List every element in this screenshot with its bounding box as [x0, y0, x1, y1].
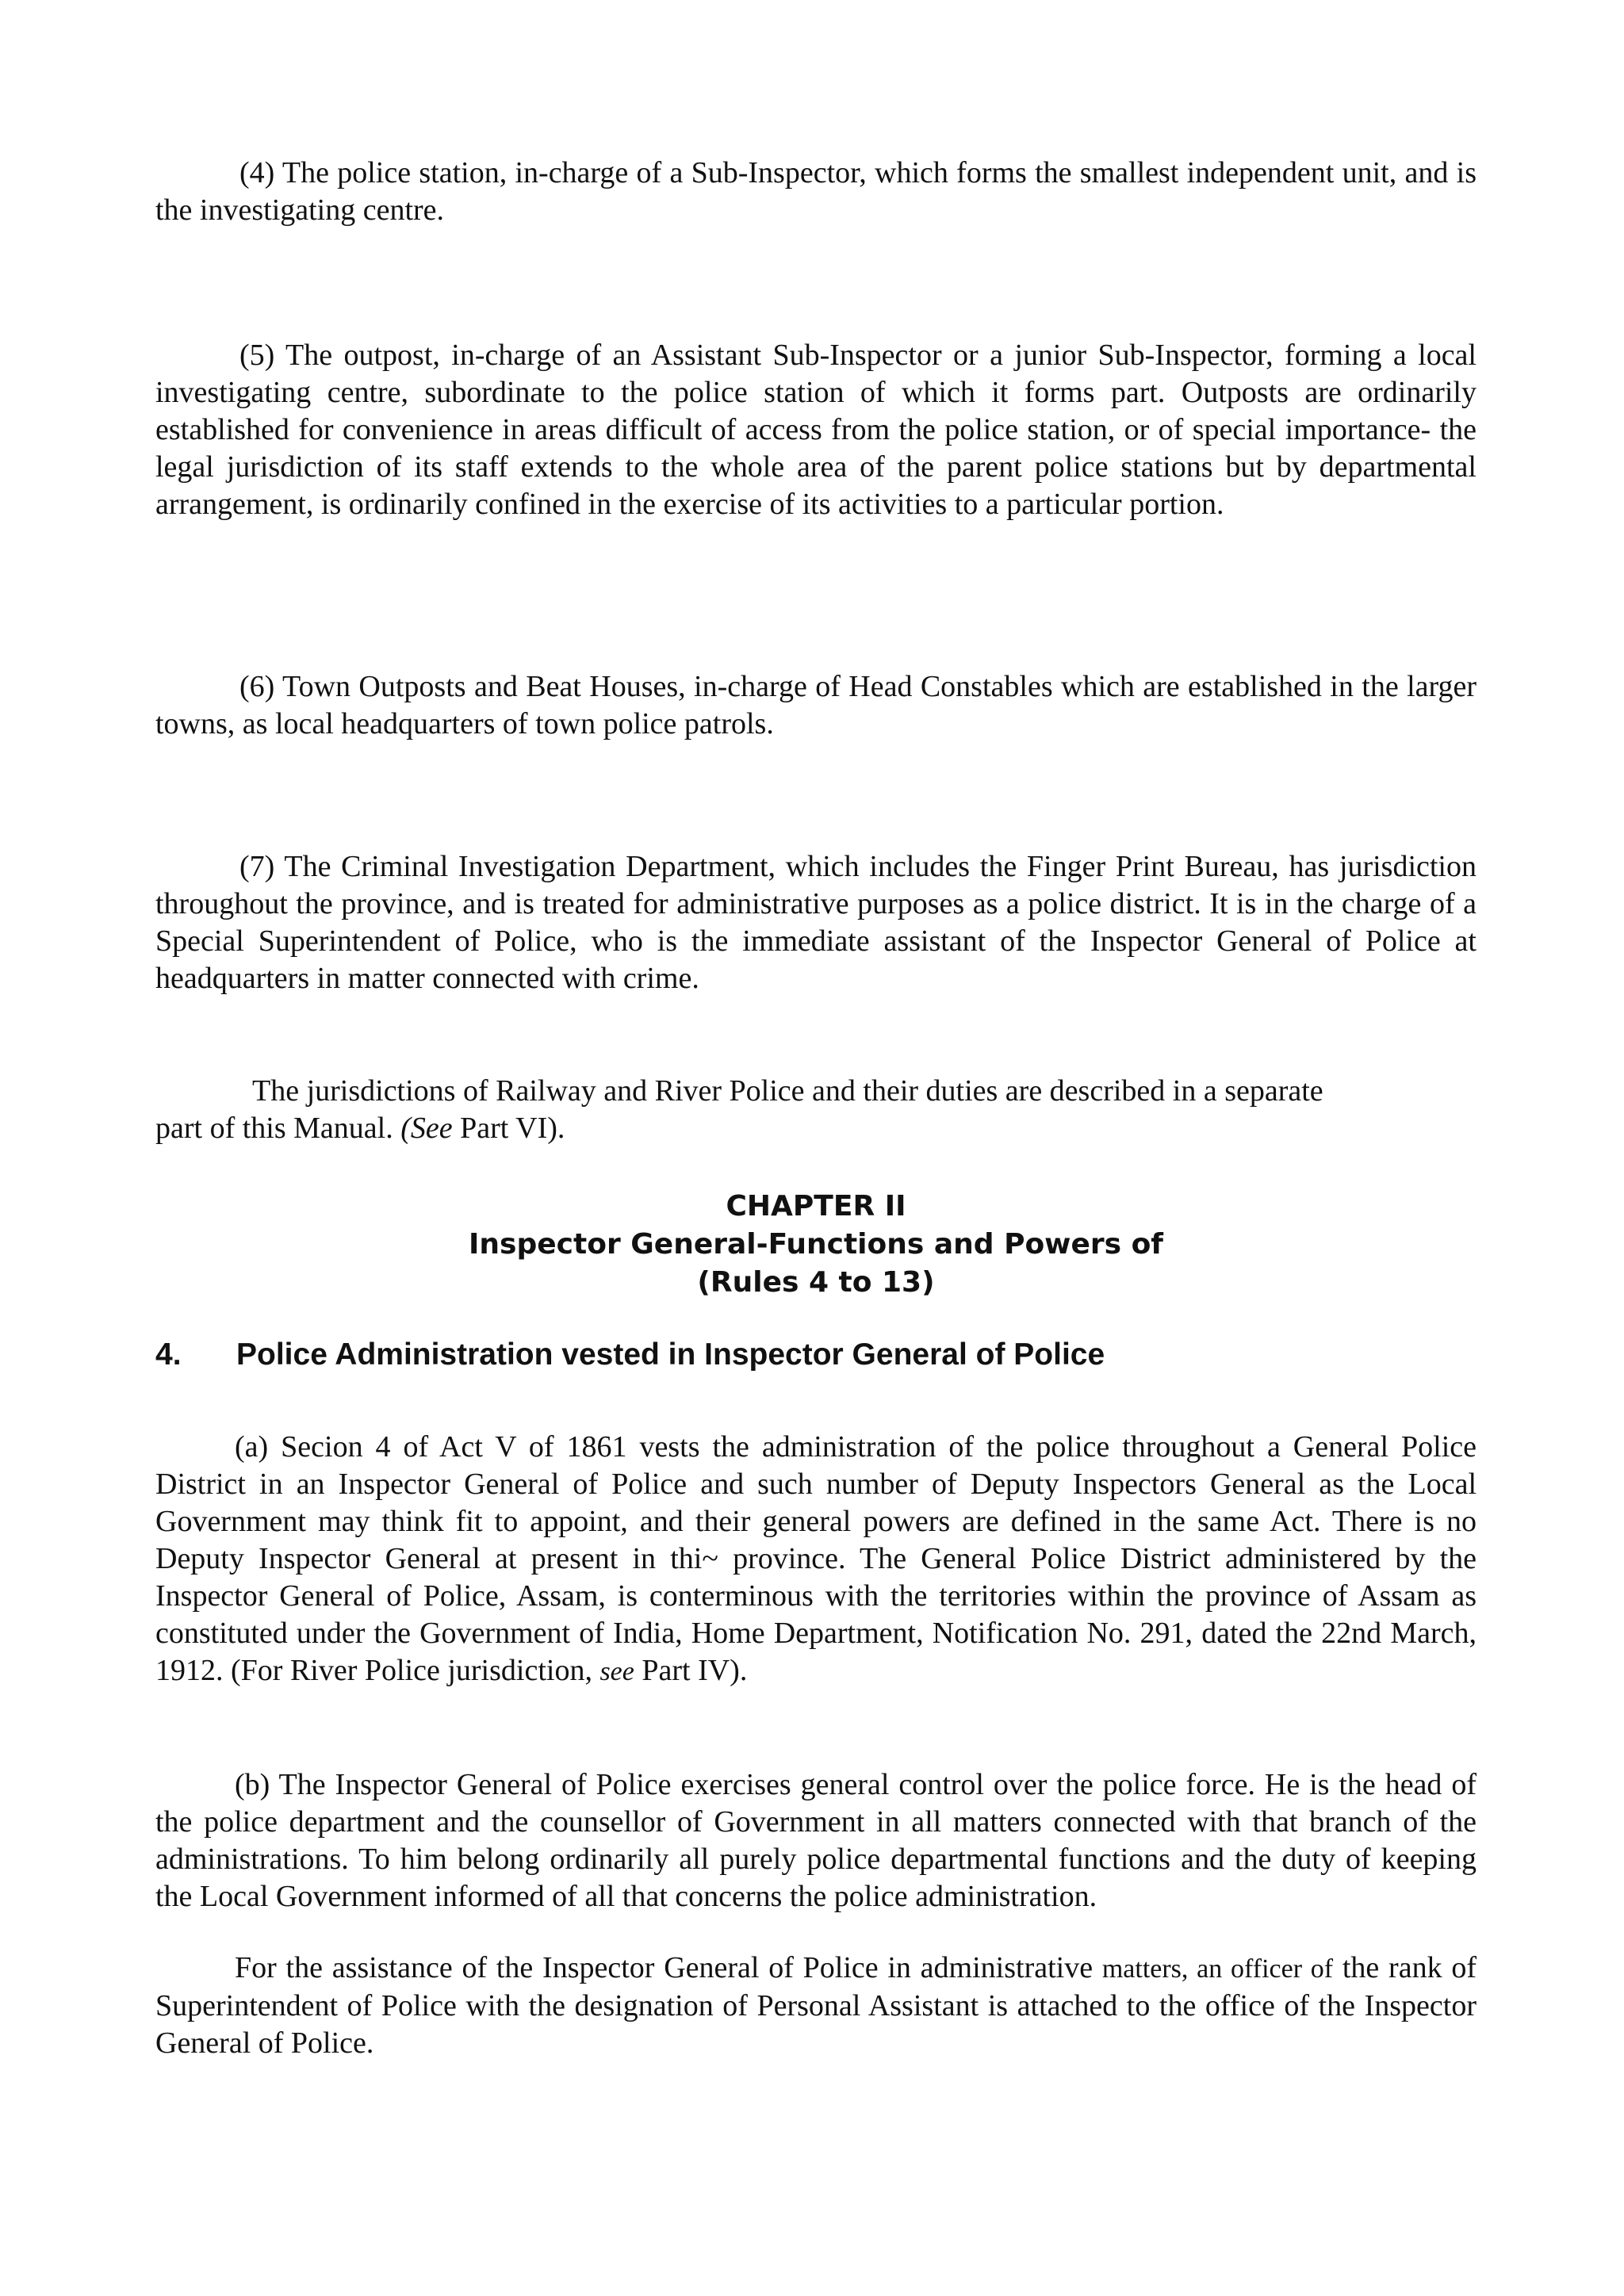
railway-line-2-start: part of this Manual.	[155, 1112, 401, 1145]
personal-assistant-start: For the assistance of the Inspector General of Police in administrative	[235, 1951, 1102, 1984]
paragraph-police-station: (4) The police station, in-charge of a Sub-Inspector, which forms the smallest independent unit, and is the investigating centre.	[155, 156, 1477, 227]
paragraph-railway-river-police	[155, 1073, 1477, 1147]
section-4a-see: see	[599, 1657, 634, 1686]
railway-line-2	[155, 1110, 1477, 1147]
section-4a-main: (a) Secion 4 of Act V of 1861 vests the administration of the police throughout a General Police District in an Inspector General of Police and such number of Deputy Inspectors General as the Local Government may think fit to appoint, and their general powers are defined in the same Act. There is no Deputy Inspector General at present in thi~ province. The General Police District administered by the Inspector General of Police, Assam, is conterminous with the territories within the province of Assam as constituted under the Government of India, Home Department, Notification No. 291, dated the 22nd March, 1912. (For River Police jurisdiction,	[155, 1430, 1477, 1687]
chapter-heading	[155, 1188, 1477, 1302]
paragraph-section-4a	[155, 1429, 1477, 1690]
chapter-rules: (Rules 4 to 13)	[697, 1266, 935, 1299]
section-4a-end: Part IV).	[634, 1654, 748, 1687]
railway-line-1: The jurisdictions of Railway and River Police and their duties are described in a separate	[252, 1074, 1323, 1108]
section-title: Police Administration vested in Inspector General of Police	[236, 1337, 1105, 1372]
railway-line-2-end: Part VI).	[452, 1112, 565, 1145]
paragraph-town-outposts: (6) Town Outposts and Beat Houses, in-charge of Head Constables which are established in the larger towns, as local headquarters of town police patrols.	[155, 670, 1477, 740]
section-heading	[155, 1336, 1477, 1374]
section-number: 4.	[155, 1337, 182, 1372]
personal-assistant-end: the rank of Superintendent of Police with the designation of Personal Assistant is attached to the office of the Inspector General of Police.	[155, 1951, 1477, 2060]
personal-assistant-small: matters, an officer of	[1101, 1954, 1334, 1984]
railway-see-word: (See	[400, 1112, 453, 1145]
paragraph-outpost: (5) The outpost, in-charge of an Assistant Sub-Inspector or a junior Sub-Inspector, forming a local investigating centre, subordinate to the police station of which it forms part. Outposts are ordinarily established for convenience in areas difficult of access from the police station, or of special importance- the legal jurisdiction of its staff extends to the whole area of the parent police stations but by departmental arrangement, is ordinarily confined in the exercise of its activities to a particular portion.	[155, 339, 1477, 521]
paragraph-section-4b: (b) The Inspector General of Police exercises general control over the police force. He is the head of the police department and the counsellor of Government in all matters connected with that branch of the administrations. To him belong ordinarily all purely police departmental functions and the duty of keeping the Local Government informed of all that concerns the police administration.	[155, 1768, 1477, 1913]
paragraph-personal-assistant	[155, 1950, 1477, 2062]
paragraph-criminal-investigation: (7) The Criminal Investigation Department, which includes the Finger Print Bureau, has jurisdiction throughout the province, and is treated for administrative purposes as a police district. It is in the charge of a Special Superintendent of Police, who is the immediate assistant of the Inspector General of Police at headquarters in matter connected with crime.	[155, 850, 1477, 995]
chapter-number: CHAPTER II	[726, 1190, 906, 1223]
chapter-title: Inspector General-Functions and Powers of	[469, 1228, 1163, 1261]
